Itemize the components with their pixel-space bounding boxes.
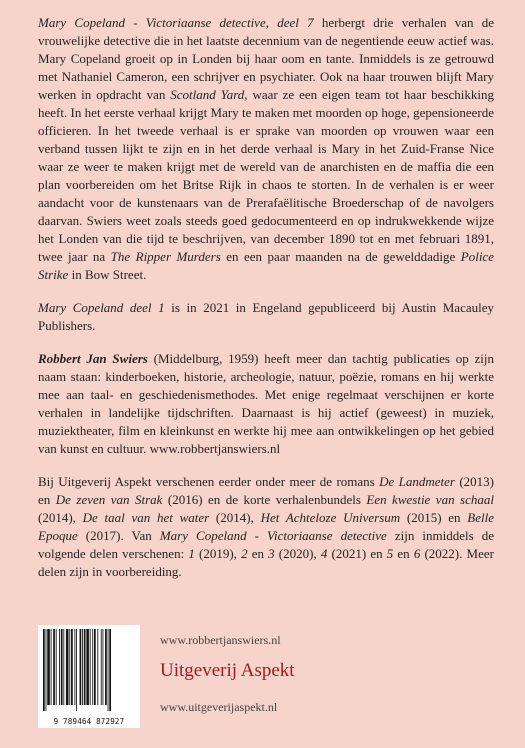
barcode-bar	[51, 629, 52, 705]
barcode-bar	[92, 629, 93, 705]
barcode-bar	[46, 629, 47, 711]
book-title: Mary Copeland - Victoriaanse detective, deel 7	[38, 15, 314, 30]
barcode-bar	[71, 629, 73, 705]
bibliography-paragraph: Bij Uitgeverij Aspekt verschenen eerder onder meer de romans De Landmeter (2013) en De zeven van Strak (2016) en de korte verhalenbundels Een kwestie van schaal (2014), De taal van het water (2014), Het Achteloze Universum (2015) en Belle Epoque (2017). Van Mary Copeland - Victoriaanse detective zijn inmiddels de volgende delen verschenen: 1 (2019), 2 en 3 (2020), 4 (2021) en 5 en 6 (2022). Meer delen zijn in voorbereiding.	[38, 474, 494, 579]
barcode-bar	[82, 629, 83, 705]
barcode-bar	[66, 629, 69, 705]
barcode-bar	[47, 629, 50, 705]
author-website-link[interactable]: www.robbertjanswiers.nl	[160, 633, 281, 647]
barcode-bar	[56, 629, 57, 705]
publisher-name: Uitgeverij Aspekt	[160, 660, 295, 681]
barcode-bar	[109, 629, 111, 711]
barcode-bar	[74, 629, 75, 705]
barcode-bar	[108, 629, 109, 711]
barcode-bar	[76, 629, 77, 711]
barcode-bar	[59, 629, 60, 705]
barcode-bar	[103, 629, 104, 705]
barcode-bar	[97, 629, 98, 705]
author-bio: Robbert Jan Swiers (Middelburg, 1959) heeft meer dan tachtig publicaties op zijn naam staan: kinderboeken, historie, archeologie, natuur, poëzie, romans en hij werkte mee aan taal- en geschiedenismethodes. Met enige regelmaat verschijnen er korte verhalen in landelijke tijdschriften. Daarnaast is hij actief (geweest) in muziek, muziektheater, film en kleinkunst en werkte hij mee aan ontwikkelingen op het gebied van kunst en cultuur. www.robbertjanswiers.nl	[38, 351, 494, 456]
author-name: Robbert Jan Swiers	[38, 351, 148, 366]
barcode-bar	[86, 629, 89, 705]
barcode-bar	[101, 629, 102, 705]
barcode-bar	[84, 629, 86, 705]
isbn-barcode	[38, 625, 140, 728]
barcode-bar	[105, 629, 107, 705]
publication-note: Mary Copeland deel 1 is in 2021 in Engeland gepubliceerd bij Austin Macauley Publishers.	[38, 300, 494, 333]
barcode-bar	[94, 629, 96, 705]
synopsis-paragraph: Mary Copeland - Victoriaanse detective, deel 7 herbergt drie verhalen van de vrouwelijke detective die in het laatste decennium van de negentiende eeuw actief was. Mary Copeland groeit op in Londen bij haar oom en tante. Inmiddels is ze getrouwd met Nathaniel Cameron, een schrijver en psychiater. Ook na haar trouwen blijft Mary werken in opdracht van Scotland Yard, waar ze een eigen team tot haar beschikking heeft. In het eerste verhaal krijgt Mary te maken met moorden op hoge, gepensioneerde officieren. In het tweede verhaal is er sprake van moorden op vrouwen waar een verband tussen lijkt te zijn en in het derde verhaal is Mary in het Zuid-Franse Nice waar ze weer te maken krijgt met de wereld van de anarchisten en de maffia die een plan voorbereiden om het Britse Rijk in chaos te storten. In de verhalen is er weer aandacht voor de kunstenaars van de Prerafaëlitische Broederschap of de navolgers daarvan. Swiers weet zoals steeds goed gedocumenteerd en op indrukwekkende wijze het Londen van die tijd te beschrijven, van december 1890 tot en met februari 1891, twee jaar na The Ripper Murders en een paar maanden na de gewelddadige Police Strike in Bow Street.	[38, 15, 495, 282]
barcode-bar	[63, 629, 64, 705]
barcode-bar	[53, 629, 55, 705]
barcode-bars	[43, 629, 135, 711]
publisher-website-link[interactable]: www.uitgeverijaspekt.nl	[160, 700, 278, 714]
barcode-bar	[43, 629, 45, 711]
barcode-bar	[69, 629, 70, 705]
isbn-number: 9 789464 872927	[53, 717, 125, 726]
barcode-bar	[90, 629, 91, 705]
barcode-bar	[61, 629, 63, 705]
back-cover-text	[38, 14, 494, 596]
barcode-bar	[80, 629, 82, 705]
